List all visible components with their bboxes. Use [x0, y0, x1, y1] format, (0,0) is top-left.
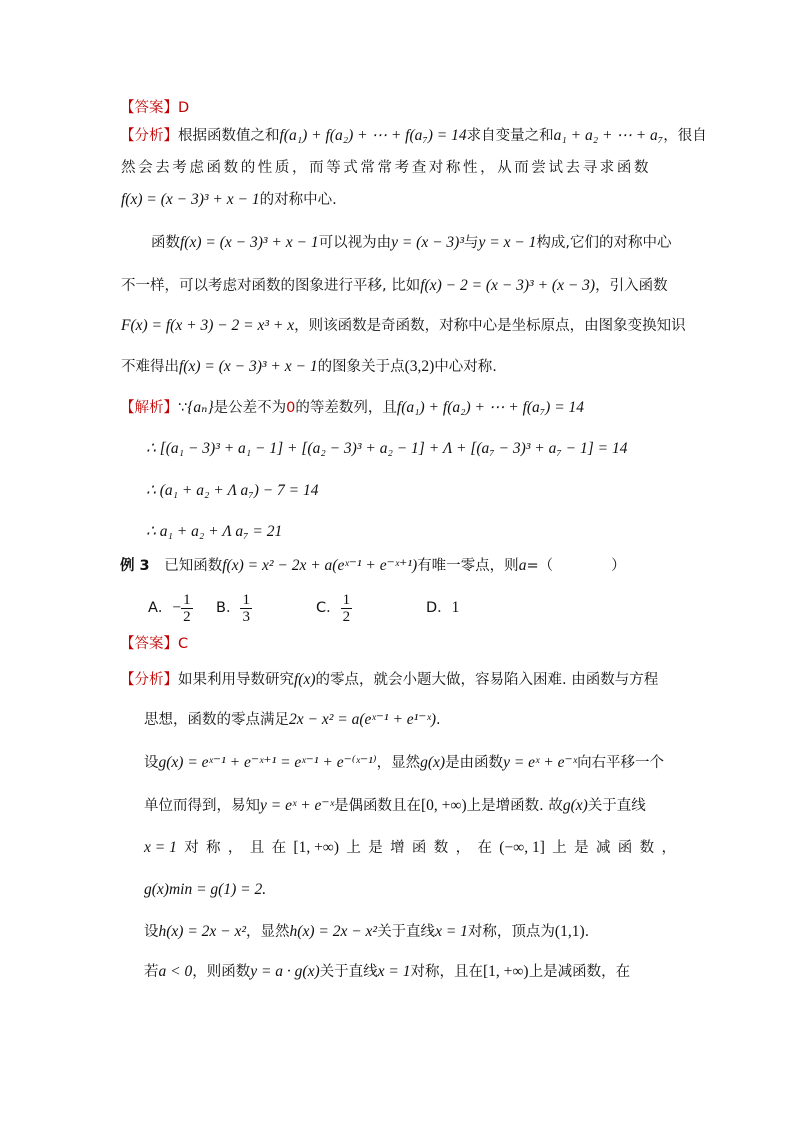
text: 的零点，就会小题大做，容易陷入困难. 由函数与方程: [315, 672, 659, 688]
math: [1, +∞): [482, 963, 529, 980]
math: f(x) − 2 = (x − 3)³ + (x − 3): [420, 277, 596, 294]
math: {aₙ}: [187, 399, 214, 416]
text: ，显然: [376, 755, 421, 771]
math: g(x): [420, 754, 446, 771]
text: ，则函数: [192, 964, 251, 980]
denominator: 2: [342, 608, 351, 625]
text: 有唯一零点，则: [417, 558, 519, 574]
text: 构成,它们的对称中心: [536, 235, 672, 251]
text: 是由函数: [445, 755, 504, 771]
text: 上是减函数，在: [528, 964, 631, 980]
analysis-line-3: [121, 190, 337, 210]
text: ，: [455, 840, 471, 856]
text: 设: [144, 924, 159, 940]
text: ，: [227, 840, 243, 856]
analysis-line-6: [121, 316, 686, 336]
denominator: 2: [183, 608, 191, 625]
text: 是: [574, 840, 589, 856]
solution-tag: 【解析】: [120, 400, 178, 416]
answer-line: [120, 98, 189, 118]
math: F(x) = f(x + 3) − 2 = x³ + x: [121, 317, 295, 334]
text: 求自变量之和: [466, 128, 554, 144]
analysis-line-5: [121, 276, 668, 296]
text: 函数: [151, 235, 180, 251]
text: =（ ）: [526, 558, 626, 574]
text: 不一样，可以考虑对函数的图象进行平移, 比如: [121, 278, 421, 294]
example-label: 例 3: [120, 558, 150, 574]
text: 是偶函数且在: [334, 798, 421, 814]
analysis2-line-7: [144, 922, 589, 942]
analysis-line-4: [151, 233, 672, 253]
option-b: [216, 588, 252, 628]
text: 单位而得到，易知: [144, 798, 260, 814]
math: g(x) = eˣ⁻¹ + e⁻ˣ⁺¹ = eˣ⁻¹ + e⁻⁽ˣ⁻¹⁾: [158, 754, 377, 771]
math: (3,2): [404, 358, 435, 375]
answer-line-2: [120, 634, 188, 654]
analysis-line-2: 然会去考虑函数的性质，而等式常常考查对称性，从而尝试去寻求函数: [121, 160, 652, 176]
answer-value: D: [178, 100, 190, 116]
denominator: 3: [242, 608, 250, 625]
option-sign: −: [172, 599, 182, 616]
analysis2-line-8: [144, 962, 630, 982]
text: 若: [144, 964, 159, 980]
text: 向右平移一个: [577, 755, 665, 771]
analysis2-line-4: [144, 796, 646, 816]
numerator: 1: [342, 591, 351, 608]
analysis2-line-3: [144, 753, 664, 773]
text: 的图象关于点: [317, 359, 405, 375]
math: f(a₁) + f(a₂) + ⋯ + f(a₇) = 14: [279, 127, 467, 144]
numerator: 1: [183, 591, 191, 608]
math: g(x): [562, 797, 588, 814]
option-fraction: [181, 592, 193, 625]
text: ，很自: [663, 128, 707, 144]
math: y = eˣ + e⁻ˣ: [260, 797, 334, 814]
numerator: 1: [242, 591, 250, 608]
answer-tag: 【答案】: [120, 100, 178, 116]
solution-line-4: ∴ a₁ + a₂ + Λ a₇ = 21: [146, 523, 283, 540]
math: f(x) = x² − 2x + a(eˣ⁻¹ + e⁻ˣ⁺¹): [222, 557, 418, 574]
option-label: C．: [316, 600, 341, 616]
math: [1, +∞): [293, 839, 340, 856]
math: (1,1): [554, 923, 585, 940]
math: x = 1: [144, 839, 177, 856]
analysis2-line-2: [144, 710, 441, 730]
text: 如果利用导数研究: [178, 672, 294, 688]
text: 的等差数列，且: [295, 400, 397, 416]
math: h(x) = 2x − x²: [158, 923, 247, 940]
text: 数: [639, 840, 655, 856]
math: y = eˣ + e⁻ˣ: [503, 754, 578, 771]
analysis2-line-5: [144, 838, 676, 858]
text: 中心对称.: [434, 359, 497, 375]
math: h(x) = 2x − x²: [289, 923, 378, 940]
text: 是公差不为: [213, 400, 287, 416]
math: [0, +∞): [421, 797, 467, 814]
text: 对称，顶点为: [467, 924, 555, 940]
example-3-question: [120, 556, 626, 576]
math: (−∞, 1]: [499, 839, 545, 856]
text: 上是增函数. 故: [466, 798, 563, 814]
text: 对称，且在: [410, 964, 483, 980]
option-label: D．: [426, 600, 452, 616]
analysis-line-7: [121, 357, 497, 377]
text: 数: [433, 840, 449, 856]
math: x = 1: [435, 923, 468, 940]
math: x = 1: [377, 963, 411, 980]
text: 上: [346, 840, 361, 856]
analysis2-line-6: g(x)min = g(1) = 2.: [144, 881, 267, 898]
text: 对: [184, 840, 199, 856]
option-label: A．: [148, 600, 173, 616]
text: 与: [463, 235, 479, 251]
option-fraction: [341, 592, 353, 625]
text: 且: [249, 840, 265, 856]
text: .: [584, 924, 590, 940]
math: y = a · g(x): [250, 963, 320, 980]
solution-line-3: ∴ (a₁ + a₂ + Λ a₇) − 7 = 14: [146, 482, 319, 499]
text: 是: [368, 840, 383, 856]
answer-tag: 【答案】: [120, 636, 178, 652]
math: y = (x − 3)³: [391, 234, 464, 251]
text: ，显然: [246, 924, 290, 940]
text: ，: [661, 840, 676, 856]
text: 上: [552, 840, 567, 856]
text: 已知函数: [164, 558, 223, 574]
zero-value: 0: [286, 400, 296, 416]
analysis-line-1: [120, 126, 707, 146]
text: 在: [477, 840, 492, 856]
text: ，引入函数: [595, 278, 668, 294]
text: 关于直线: [377, 924, 436, 940]
math: f(x): [294, 671, 316, 688]
analysis2-line-1: [120, 670, 658, 690]
text: .: [436, 712, 441, 728]
text: 关于直线: [587, 798, 646, 814]
math: f(x) = (x − 3)³ + x − 1: [179, 358, 318, 375]
text: 增: [390, 840, 405, 856]
text: 在: [271, 840, 287, 856]
text: 函: [617, 840, 633, 856]
option-label: B．: [216, 600, 241, 616]
text: 的对称中心.: [259, 192, 337, 208]
math: y = x − 1: [478, 234, 537, 251]
option-fraction: [240, 592, 252, 625]
math: f(x) = (x − 3)³ + x − 1: [180, 234, 319, 251]
analysis-tag: 【分析】: [120, 672, 178, 688]
math: f(x) = (x − 3)³ + x − 1: [121, 191, 260, 208]
text: ∵: [178, 400, 188, 416]
text: 称: [206, 840, 221, 856]
option-c: [316, 588, 352, 628]
text: 设: [144, 755, 159, 771]
text: 减: [595, 840, 611, 856]
answer-value: C: [178, 636, 189, 652]
option-d: [426, 588, 459, 628]
text: ，则该函数是奇函数，对称中心是坐标原点，由图象变换知识: [294, 318, 686, 334]
text: 不难得出: [121, 359, 179, 375]
solution-line-2: ∴ [(a₁ − 3)³ + a₁ − 1] + [(a₂ − 3)³ + a₂ − 1] + Λ + [(a₇ − 3)³ + a₇ − 1] = 14: [146, 440, 628, 457]
math: a: [518, 557, 527, 574]
option-a: [148, 588, 193, 628]
math: a₁ + a₂ + ⋯ + a₇: [553, 127, 664, 144]
text: 根据函数值之和: [178, 128, 280, 144]
math: a < 0: [158, 963, 193, 980]
text: 可以视为由: [318, 235, 392, 251]
option-value: 1: [451, 599, 460, 616]
analysis-tag: 【分析】: [120, 128, 178, 144]
solution-line-1: [120, 398, 584, 418]
text: 函: [411, 840, 427, 856]
math: 2x − x² = a(eˣ⁻¹ + e¹⁻ˣ): [289, 711, 437, 728]
math: f(a₁) + f(a₂) + ⋯ + f(a₇) = 14: [396, 399, 585, 416]
text: 思想，函数的零点满足: [144, 712, 289, 728]
text: 关于直线: [319, 964, 378, 980]
